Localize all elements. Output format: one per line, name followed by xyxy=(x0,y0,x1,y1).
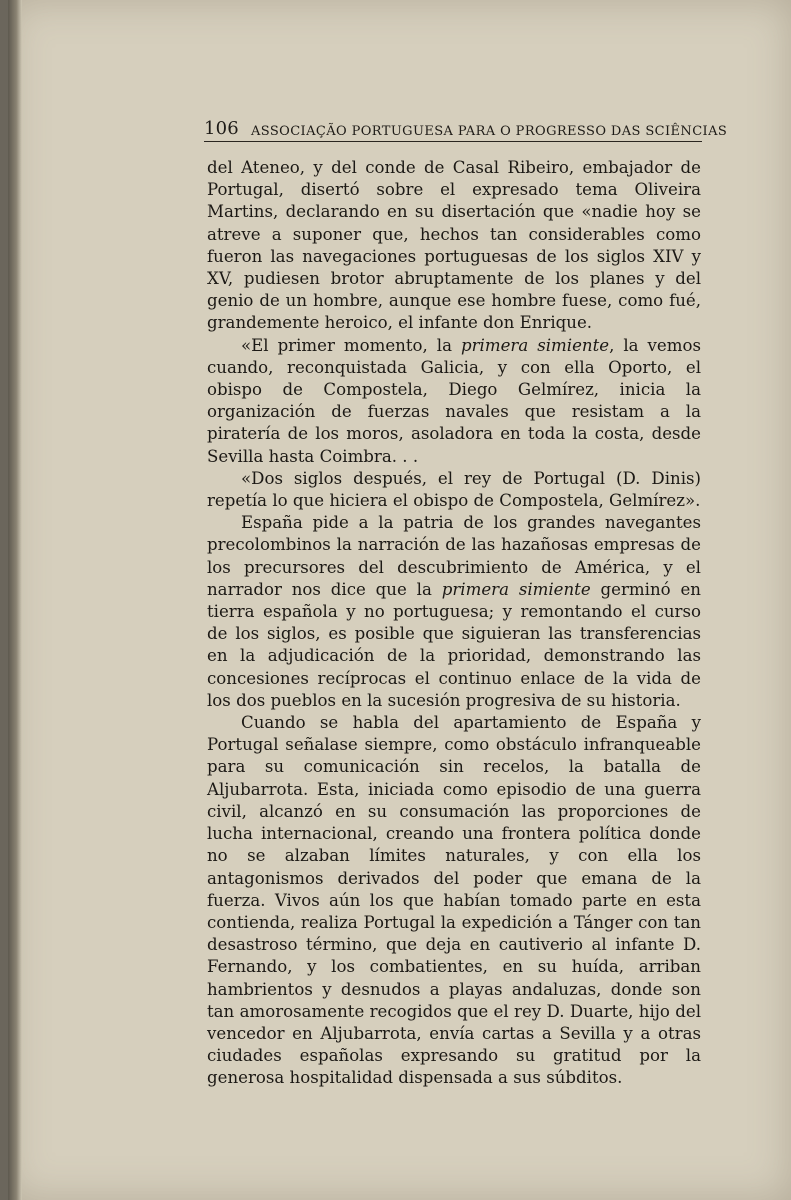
running-header xyxy=(204,109,728,139)
paragraph-4-italic: primera simiente xyxy=(441,579,591,599)
paragraph-2-text-b: , la vemos cuando, reconquistada Galicia, y con ella Oporto, el obispo de Compostela, Diego Gelmírez, inicia la organización de fuerzas navales que resistam a la piratería de los moros, asoladora en toda la costa, desde Sevilla hasta Coimbra. . . xyxy=(207,335,701,466)
book-page xyxy=(8,0,791,1200)
running-title: ASSOCIAÇÃO PORTUGUESA PARA O PROGRESSO DAS SCIÊNCIAS xyxy=(250,124,728,139)
paragraph-4-text-b: germinó en tierra española y no portuguesa; y remontando el curso de los siglos, es posible que siguieran las transferencias en la adjudicación de la prioridad, demonstrando las concesiones recíprocas el continuo enlace de la vida de los dos pueblos en la sucesión progresiva de su historia. xyxy=(207,579,701,710)
paragraph-2-text-a: «El primer momento, la xyxy=(241,335,461,355)
paragraph-1: del Ateneo, y del conde de Casal Ribeiro, embajador de Portugal, disertó sobre el expresado tema Oliveira Martins, declarando en su disertación que «nadie hoy se atreve a suponer que, hechos tan considerables como fueron las navegaciones portuguesas de los siglos XIV y XV, pudiesen brotor abruptamente de los planes y del genio de un hombre, aunque ese hombre fuese, como fué, grandemente heroico, el infante don Enrique. xyxy=(207,158,701,333)
paragraph-3: «Dos siglos después, el rey de Portugal (D. Dinis) repetía lo que hiciera el obispo de Compostela, Gelmírez». xyxy=(207,468,701,511)
paragraph-4 xyxy=(207,512,701,712)
body-text xyxy=(207,157,701,1090)
paragraph-5: Cuando se habla del apartamiento de España y Portugal señalase siempre, como obstáculo infranqueable para su comunicación sin recelos, la batalla de Aljubarrota. Esta, iniciada como episodio de una guerra civil, alcanzó en su consumación las proporciones de lucha internacional, creando una frontera política donde no se alzaban límites naturales, y con ella los antagonismos derivados del poder que emana de la fuerza. Vivos aún los que habían tomado parte en esta contienda, realiza Portugal la expedición a Tánger con tan desastroso término, que deja en cautiverio al infante D. Fernando, y los combatientes, en su huída, arriban hambrientos y desnudos a playas andaluzas, donde son tan amorosamente recogidos que el rey D. Duarte, hijo del vencedor en Aljubarrota, envía cartas a Sevilla y a otras ciudades españolas expresando su gratitud por la generosa hospitalidad dispensada a sus súbditos. xyxy=(207,713,701,1088)
paragraph-2-italic: primera simiente xyxy=(461,335,610,355)
header-rule xyxy=(204,141,702,142)
paragraph-2 xyxy=(207,335,701,468)
page-number: 106 xyxy=(204,118,239,139)
page-edge xyxy=(8,0,22,1200)
paragraph-4-text-a: España pide a la patria de los grandes navegantes precolombinos la narración de las hazañosas empresas de los precursores del descubrimiento de América, y el narrador nos dice que la xyxy=(207,513,701,599)
